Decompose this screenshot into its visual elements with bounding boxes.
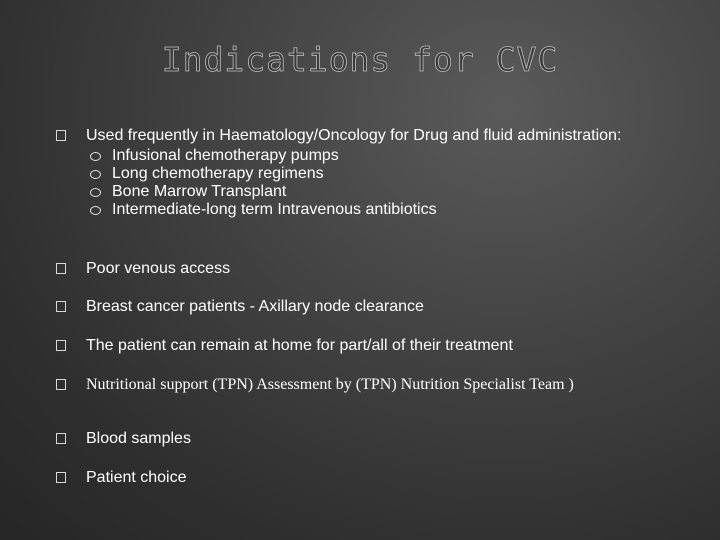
sub-bullet-item	[86, 147, 696, 165]
bullet-item	[56, 337, 696, 354]
sub-bullet-item	[86, 165, 696, 183]
bullet-item	[56, 298, 696, 315]
sub-bullet-list	[86, 147, 696, 219]
sub-bullet-item	[86, 201, 696, 219]
checkbox-bullet-icon	[56, 472, 66, 483]
bullet-text: Used frequently in Haematology/Oncology for Drug and fluid administration:	[86, 127, 622, 144]
checkbox-bullet-icon	[56, 433, 66, 444]
checkbox-bullet-icon	[56, 263, 66, 274]
slide-title: Indications for CVC	[161, 40, 559, 79]
ring-bullet-icon	[90, 170, 101, 179]
ring-bullet-icon	[90, 188, 101, 197]
sub-bullet-text: Infusional chemotherapy pumps	[112, 147, 339, 164]
bullet-item	[56, 430, 696, 447]
bullet-item	[56, 469, 696, 486]
sub-bullet-text: Intermediate-long term Intravenous antibiotics	[112, 201, 437, 218]
sub-bullet-item	[86, 183, 696, 201]
bullet-item	[56, 260, 696, 277]
ring-bullet-icon	[90, 206, 101, 215]
sub-bullet-text: Bone Marrow Transplant	[112, 183, 287, 200]
checkbox-bullet-icon	[56, 130, 66, 141]
checkbox-bullet-icon	[56, 301, 66, 312]
bullet-text: Blood samples	[86, 430, 191, 447]
bullet-text: Nutritional support (TPN) Assessment by (TPN) Nutrition Specialist Team )	[86, 376, 574, 393]
bullet-text: Breast cancer patients - Axillary node clearance	[86, 298, 424, 315]
bullet-text: Poor venous access	[86, 260, 231, 277]
bullet-item	[56, 127, 696, 219]
bullet-text: The patient can remain at home for part/all of their treatment	[86, 337, 513, 354]
bullet-item	[56, 376, 686, 393]
checkbox-bullet-icon	[56, 379, 66, 390]
checkbox-bullet-icon	[56, 340, 66, 351]
bullet-text: Patient choice	[86, 469, 187, 486]
ring-bullet-icon	[90, 152, 101, 161]
sub-bullet-text: Long chemotherapy regimens	[112, 165, 324, 182]
